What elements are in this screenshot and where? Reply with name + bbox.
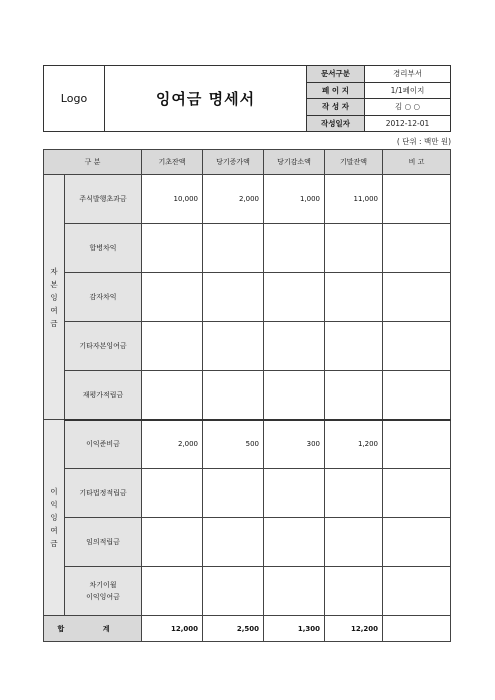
row-label bbox=[65, 273, 142, 322]
group-label-text: 자본잉여금 bbox=[50, 266, 58, 328]
field-value-date: 2012-12-01 bbox=[365, 115, 451, 132]
cell-increase: 500 bbox=[203, 420, 264, 469]
col-header-end: 기말잔액 bbox=[325, 150, 383, 175]
cell-decrease bbox=[264, 224, 325, 273]
document-title: 잉여금 명세서 bbox=[105, 66, 307, 132]
cell-begin bbox=[142, 371, 203, 420]
row-label bbox=[65, 567, 142, 616]
cell-note bbox=[383, 469, 451, 518]
table-row bbox=[44, 175, 451, 224]
row-label-text: 주식발행초과금 bbox=[79, 195, 127, 203]
logo: Logo bbox=[44, 66, 105, 132]
row-label bbox=[65, 518, 142, 567]
field-value-doc-type: 경리부서 bbox=[365, 66, 451, 83]
cell-note bbox=[383, 224, 451, 273]
row-label-text: 기타법정적립금 bbox=[79, 489, 127, 497]
row-label-text: 기타자본잉여금 bbox=[79, 342, 127, 350]
cell-decrease: 1,000 bbox=[264, 175, 325, 224]
col-header-category: 구 분 bbox=[44, 150, 142, 175]
surplus-table bbox=[43, 149, 451, 642]
cell-end bbox=[325, 224, 383, 273]
cell-decrease: 300 bbox=[264, 420, 325, 469]
cell-increase bbox=[203, 371, 264, 420]
row-label bbox=[65, 224, 142, 273]
cell-end: 11,000 bbox=[325, 175, 383, 224]
cell-begin bbox=[142, 469, 203, 518]
table-row bbox=[44, 273, 451, 322]
group-label bbox=[44, 420, 65, 616]
cell-decrease bbox=[264, 322, 325, 371]
row-label bbox=[65, 175, 142, 224]
field-label-doc-type: 문서구분 bbox=[307, 66, 365, 83]
row-label-text: 감자차익 bbox=[89, 293, 117, 301]
table-row bbox=[44, 224, 451, 273]
cell-decrease bbox=[264, 469, 325, 518]
field-label-page: 페 이 지 bbox=[307, 82, 365, 99]
group-label bbox=[44, 175, 65, 420]
cell-begin: 2,000 bbox=[142, 420, 203, 469]
cell-note bbox=[383, 322, 451, 371]
field-value-page: 1/1페이지 bbox=[365, 82, 451, 99]
col-header-begin: 기초잔액 bbox=[142, 150, 203, 175]
cell-note bbox=[383, 175, 451, 224]
row-label bbox=[65, 322, 142, 371]
cell-end bbox=[325, 567, 383, 616]
cell-begin bbox=[142, 518, 203, 567]
cell-decrease bbox=[264, 518, 325, 567]
table-row bbox=[44, 518, 451, 567]
unit-note: ( 단위 : 백만 원) bbox=[396, 137, 451, 146]
cell-begin bbox=[142, 567, 203, 616]
field-value-author: 김 ○ ○ bbox=[365, 99, 451, 116]
cell-increase bbox=[203, 469, 264, 518]
col-header-note: 비 고 bbox=[383, 150, 451, 175]
total-decrease: 1,300 bbox=[264, 616, 325, 642]
cell-decrease bbox=[264, 371, 325, 420]
cell-note bbox=[383, 420, 451, 469]
field-label-author: 작 성 자 bbox=[307, 99, 365, 116]
cell-end bbox=[325, 469, 383, 518]
cell-note bbox=[383, 371, 451, 420]
table-row bbox=[44, 469, 451, 518]
row-label bbox=[65, 420, 142, 469]
row-label-text: 합병차익 bbox=[89, 244, 117, 252]
row-label-text: 임의적립금 bbox=[86, 538, 120, 546]
table-row bbox=[44, 567, 451, 616]
table-header-row bbox=[44, 150, 451, 175]
group-label-text: 이익잉여금 bbox=[50, 487, 58, 548]
cell-decrease bbox=[264, 567, 325, 616]
table-row bbox=[44, 420, 451, 469]
cell-end bbox=[325, 518, 383, 567]
cell-note bbox=[383, 273, 451, 322]
cell-increase bbox=[203, 322, 264, 371]
cell-note bbox=[383, 518, 451, 567]
table-row bbox=[44, 322, 451, 371]
cell-end: 1,200 bbox=[325, 420, 383, 469]
row-label bbox=[65, 371, 142, 420]
cell-increase bbox=[203, 518, 264, 567]
cell-end bbox=[325, 273, 383, 322]
cell-end bbox=[325, 371, 383, 420]
row-label-text: 재평가적립금 bbox=[82, 390, 124, 399]
cell-begin bbox=[142, 273, 203, 322]
total-end: 12,200 bbox=[325, 616, 383, 642]
cell-begin bbox=[142, 224, 203, 273]
cell-begin bbox=[142, 322, 203, 371]
row-label-text: 이익준비금 bbox=[86, 440, 120, 449]
col-header-increase: 당기증가액 bbox=[203, 150, 264, 175]
field-label-date: 작성일자 bbox=[307, 115, 365, 132]
cell-note bbox=[383, 567, 451, 616]
cell-begin: 10,000 bbox=[142, 175, 203, 224]
cell-increase bbox=[203, 567, 264, 616]
total-label: 합 계 bbox=[44, 616, 142, 642]
total-begin: 12,000 bbox=[142, 616, 203, 642]
table-row bbox=[44, 371, 451, 420]
total-row bbox=[44, 616, 451, 642]
cell-end bbox=[325, 322, 383, 371]
row-label bbox=[65, 469, 142, 518]
total-increase: 2,500 bbox=[203, 616, 264, 642]
document-header bbox=[43, 65, 451, 132]
cell-increase bbox=[203, 224, 264, 273]
col-header-decrease: 당기감소액 bbox=[264, 150, 325, 175]
cell-decrease bbox=[264, 273, 325, 322]
cell-increase: 2,000 bbox=[203, 175, 264, 224]
total-note bbox=[383, 616, 451, 642]
cell-increase bbox=[203, 273, 264, 322]
row-label-text: 차기이월 이익잉여금 bbox=[86, 581, 120, 601]
